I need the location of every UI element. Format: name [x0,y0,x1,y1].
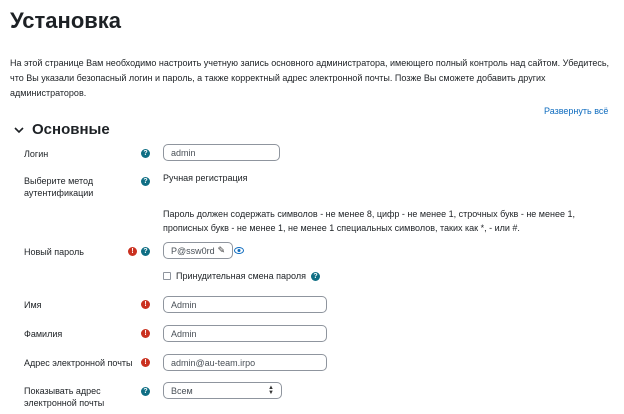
expand-all-link[interactable]: Развернуть всё [544,106,609,116]
firstname-input[interactable]: Admin [163,296,327,313]
help-icon[interactable]: ? [141,177,150,186]
help-icon[interactable]: ? [141,149,150,158]
password-rules: Пароль должен содержать символов - не менее 8, цифр - не менее 1, строчных букв - не менее 1, прописных букв - не менее 1, не менее 1 специальных символов, таких как *, - или #. [163,209,575,233]
required-icon: ! [141,329,150,338]
help-icon[interactable]: ? [141,247,150,256]
force-change-row[interactable] [163,271,320,281]
password-value: P@ssw0rd [171,245,215,256]
password-input[interactable] [163,242,233,259]
firstname-label: Имя [24,300,42,310]
required-icon: ! [141,358,150,367]
login-label: Логин [24,149,49,159]
email-input[interactable]: admin@au-team.irpo [163,354,327,371]
lastname-input[interactable]: Admin [163,325,327,342]
help-icon[interactable]: ? [141,387,150,396]
section-header[interactable] [14,121,110,138]
select-arrows-icon: ▲ ▼ [268,384,274,396]
help-icon[interactable]: ? [311,272,320,281]
chevron-down-icon [14,126,24,134]
lastname-label: Фамилия [24,329,63,339]
page-title: Установка [10,8,122,33]
auth-label: Выберите метод аутентификации [24,176,94,198]
maildisplay-select[interactable] [163,382,282,399]
force-change-label: Принудительная смена пароля [176,271,306,281]
email-label: Адрес электронной почты [24,358,133,368]
intro-text: На этой странице Вам необходимо настроить учетную запись основного администратора, имеющего полный контроль над сайтом. Убедитесь, что Вы указали безопасный логин и пароль, а также корректный адрес электронной почты. Позже Вы сможете добавить других администраторов. [10,58,610,98]
login-input[interactable]: admin [163,144,280,161]
maildisplay-label: Показывать адрес электронной почты [24,386,105,408]
eye-icon[interactable] [234,246,244,255]
pencil-icon[interactable]: ✎ [217,245,226,255]
auth-value: Ручная регистрация [163,173,248,183]
required-icon: ! [141,300,150,309]
maildisplay-value: Всем [171,385,193,396]
section-title: Основные [32,121,110,138]
password-label: Новый пароль [24,247,84,257]
force-change-checkbox[interactable] [163,272,171,280]
required-icon: ! [128,247,137,256]
